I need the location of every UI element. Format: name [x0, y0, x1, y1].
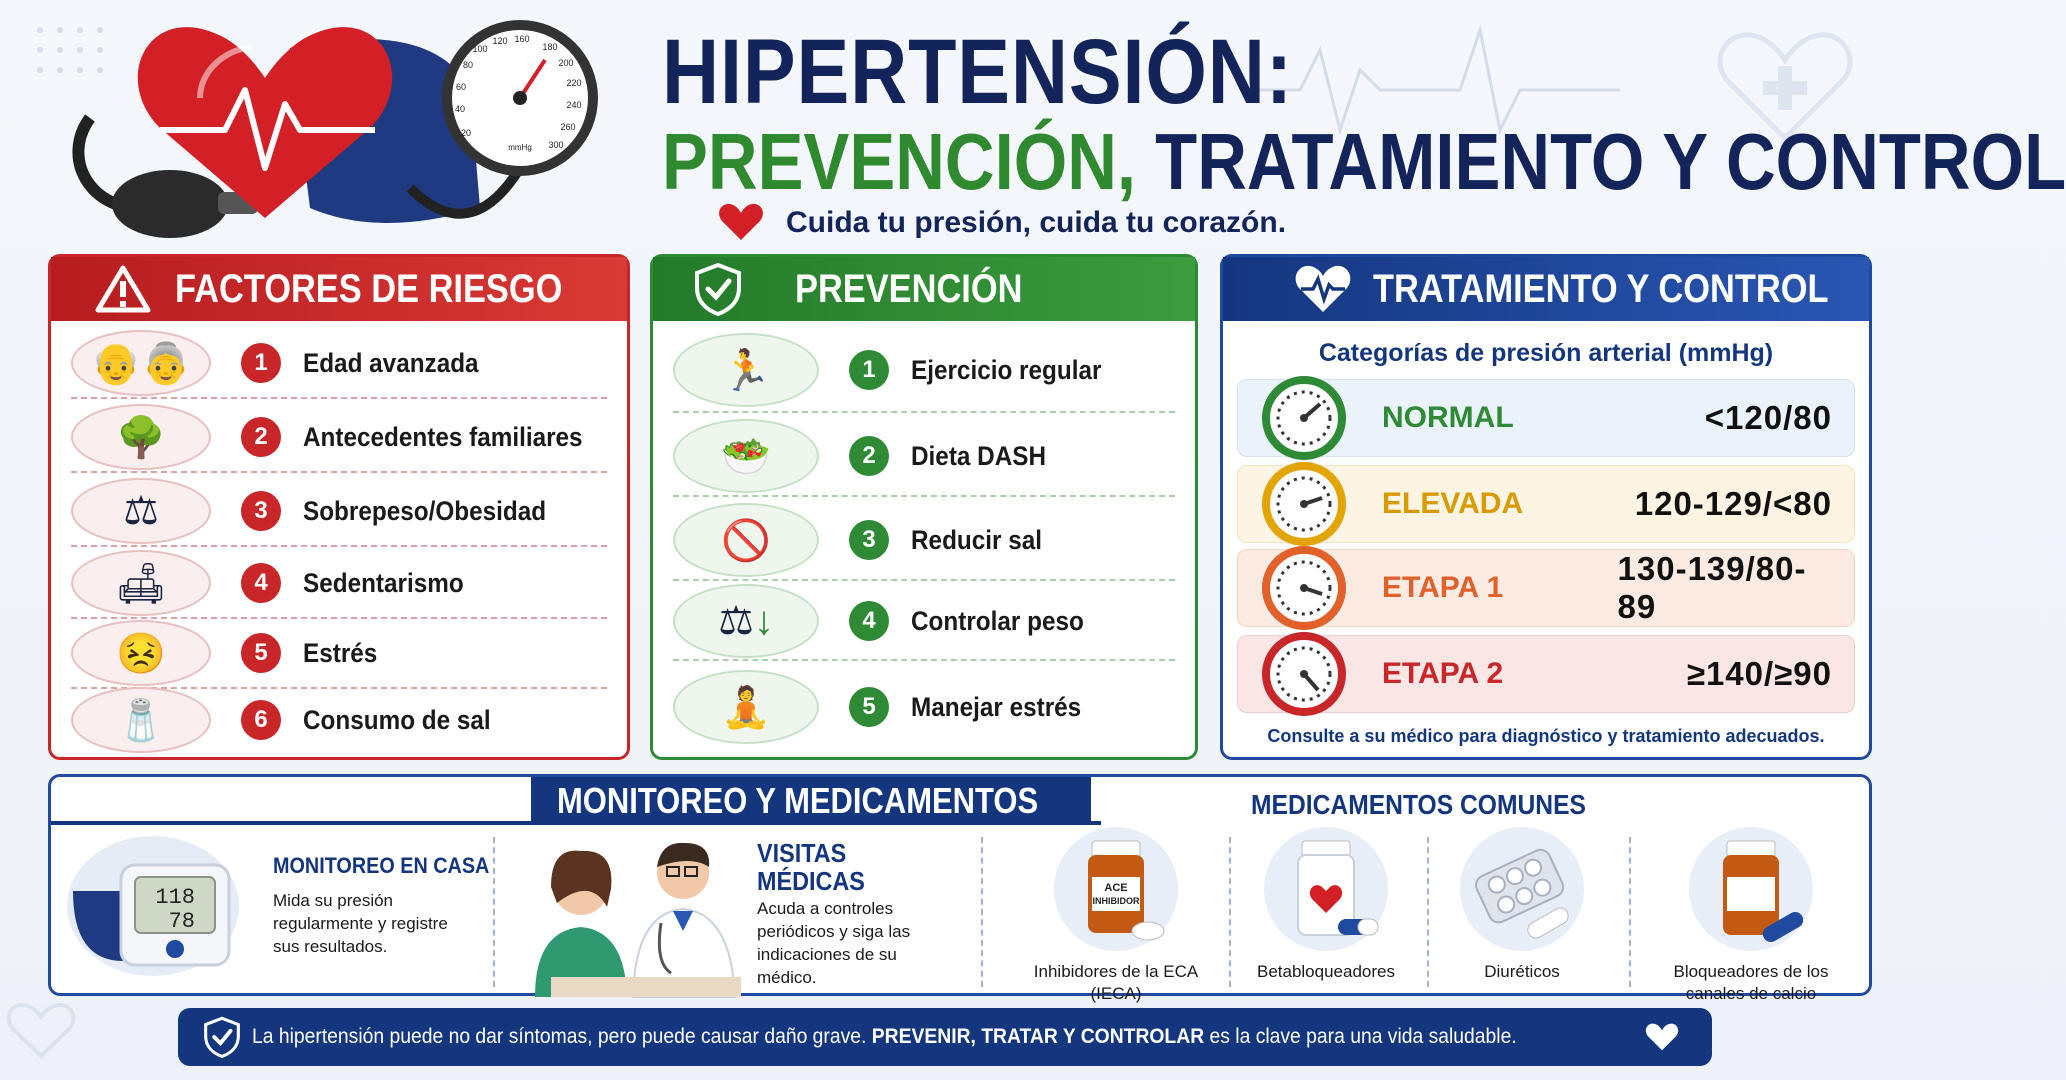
tagline: Cuida tu presión, cuida tu corazón. — [786, 206, 1287, 239]
item-label: Reducir sal — [911, 524, 1043, 555]
monitoring-panel — [48, 774, 1872, 1003]
bp-row-elevada — [1237, 465, 1855, 543]
divider — [493, 837, 495, 987]
medication-label: Diuréticos — [1484, 962, 1560, 981]
medication-label: Inhibidores de la ECA (IECA) — [1033, 962, 1199, 1003]
treatment-title: TRATAMIENTO Y CONTROL — [1373, 266, 1829, 311]
doctor-visit-block — [757, 839, 957, 989]
doctor-visit-icon — [521, 827, 751, 997]
page-subtitle — [662, 117, 2066, 206]
gauge-tick-label: 80 — [462, 60, 474, 70]
no-salt-icon: 🚫 — [673, 503, 819, 577]
risk-factors-title: FACTORES DE RIESGO — [175, 266, 563, 311]
divider — [1629, 837, 1631, 987]
medications-title: MEDICAMENTOS COMUNES — [1251, 789, 1586, 820]
item-label: Edad avanzada — [303, 347, 479, 378]
bp-label: ELEVADA — [1382, 487, 1524, 520]
scale-down-icon: ⚖ ↓ — [673, 584, 819, 658]
monitor-systolic: 118 — [155, 885, 195, 910]
footer-text-bold: PREVENIR, TRATAR Y CONTROLAR — [871, 1025, 1205, 1048]
list-item — [71, 685, 607, 755]
footer-text — [252, 1025, 1517, 1049]
stressed-person-icon: 😣 — [71, 620, 211, 686]
treatment-panel — [1220, 254, 1872, 760]
item-label: Sobrepeso/Obesidad — [303, 495, 547, 526]
gauge-icon — [1262, 546, 1346, 630]
item-label: Sedentarismo — [303, 567, 464, 598]
list-item — [71, 477, 607, 547]
gauge-tick-label: 300 — [548, 140, 564, 150]
treatment-header — [1223, 257, 1869, 321]
warning-icon — [95, 264, 151, 314]
gauge-tick-label: 120 — [492, 36, 508, 46]
gauge-tick-label: 240 — [566, 100, 582, 110]
subtitle-prevencion: PREVENCIÓN, — [662, 117, 1137, 206]
item-label: Ejercicio regular — [911, 354, 1102, 385]
gauge-icon — [1262, 632, 1346, 716]
prevention-panel — [650, 254, 1198, 760]
sofa-icon: 🛋 — [71, 550, 211, 616]
list-item — [673, 583, 1175, 661]
monitor-diastolic: 78 — [168, 909, 195, 934]
item-label: Dieta DASH — [911, 440, 1047, 471]
gauge-tick-label: 200 — [558, 58, 574, 68]
salt-shaker-icon: 🧂 — [71, 687, 211, 753]
item-number: 3 — [849, 520, 889, 560]
bp-row-etapa2 — [1237, 635, 1855, 713]
page-title: HIPERTENSIÓN: — [662, 21, 1294, 123]
item-number: 2 — [241, 417, 281, 457]
gauge-tick-label: 40 — [454, 104, 466, 114]
family-tree-icon: 🌳 — [71, 404, 211, 470]
gauge-tick-label: 20 — [460, 128, 472, 138]
medication-card — [1031, 827, 1201, 1005]
shield-check-icon — [202, 1016, 242, 1058]
bottle-label: ACE — [1104, 882, 1128, 894]
medication-label: Bloqueadores de los canales de calcio — [1673, 962, 1829, 1003]
runner-icon: 🏃 — [673, 333, 819, 407]
medication-card — [1437, 827, 1607, 983]
item-number: 1 — [241, 343, 281, 383]
bp-row-etapa1 — [1237, 549, 1855, 627]
gauge-icon — [1262, 462, 1346, 546]
gauge-tick-label: 60 — [455, 82, 467, 92]
bottle-label: INHIBIDOR — [1092, 896, 1140, 906]
item-label: Antecedentes familiares — [303, 421, 583, 452]
risk-factors-header — [51, 257, 627, 321]
medication-card — [1651, 827, 1851, 1005]
heart-sphygmomanometer-illustration — [50, 8, 630, 248]
item-label: Estrés — [303, 637, 378, 668]
item-number: 6 — [241, 700, 281, 740]
bp-value: 130-139/80-89 — [1617, 550, 1807, 625]
bp-label: NORMAL — [1382, 401, 1514, 434]
home-monitoring-block — [273, 853, 490, 958]
home-monitoring-desc: Mida su presión regularmente y registre sus resultados. — [273, 891, 448, 956]
monitoring-title: MONITOREO Y MEDICAMENTOS — [557, 780, 1039, 821]
item-label: Consumo de sal — [303, 704, 491, 735]
medication-label: Betabloqueadores — [1256, 962, 1395, 981]
bp-monitor-icon — [63, 831, 243, 981]
scale-icon: ⚖ — [71, 478, 211, 544]
meditation-icon: 🧘 — [673, 670, 819, 744]
list-item — [71, 619, 607, 689]
gauge-unit-label: mmHg — [508, 143, 532, 152]
gauge-icon — [1262, 376, 1346, 460]
calcium-blocker-bottle-icon — [1689, 827, 1813, 951]
bp-label: ETAPA 2 — [1382, 657, 1504, 690]
healthy-food-icon: 🥗 — [673, 419, 819, 493]
list-item — [71, 403, 607, 473]
shield-check-icon — [693, 262, 743, 316]
list-item — [673, 417, 1175, 497]
list-item — [673, 501, 1175, 581]
list-item — [71, 549, 607, 619]
gauge-tick-label: 160 — [514, 34, 530, 44]
medication-card — [1241, 827, 1411, 983]
item-number: 5 — [849, 687, 889, 727]
subtitle-tratamiento: TRATAMIENTO Y CONTROL — [1155, 117, 2066, 206]
risk-factors-panel — [48, 254, 630, 760]
bp-row-normal — [1237, 379, 1855, 457]
doctor-visit-desc: Acuda a controles periódicos y siga las indicaciones de su médico. — [757, 899, 911, 987]
list-item — [673, 665, 1175, 749]
prevention-title: PREVENCIÓN — [795, 266, 1023, 311]
doctor-visit-title: VISITAS MÉDICAS — [757, 838, 865, 896]
item-number: 5 — [241, 633, 281, 673]
item-number: 4 — [241, 563, 281, 603]
ace-inhibitor-bottle-icon — [1054, 827, 1178, 951]
bp-value: <120/80 — [1704, 399, 1832, 436]
pill-blister-icon — [1460, 827, 1584, 951]
monitoring-header — [531, 777, 1091, 825]
gauge-tick-label: 180 — [542, 42, 558, 52]
bp-value: 120-129/<80 — [1634, 485, 1832, 522]
divider — [1427, 837, 1429, 987]
bp-value: ≥140/≥90 — [1686, 655, 1832, 692]
beta-blocker-bottle-icon — [1264, 827, 1388, 951]
item-label: Controlar peso — [911, 605, 1084, 636]
footer-text-end: es la clave para una vida saludable. — [1209, 1025, 1517, 1048]
item-number: 3 — [241, 491, 281, 531]
item-label: Manejar estrés — [911, 691, 1082, 722]
gauge-tick-label: 100 — [472, 44, 488, 54]
item-number: 2 — [849, 436, 889, 476]
prevention-header — [653, 257, 1195, 321]
home-monitoring-title: MONITOREO EN CASA — [273, 853, 490, 878]
item-number: 4 — [849, 601, 889, 641]
heart-pulse-icon — [1293, 263, 1353, 315]
item-number: 1 — [849, 350, 889, 390]
bp-note: Consulte a su médico para diagnóstico y tratamiento adecuados. — [1267, 726, 1825, 746]
list-item — [71, 329, 607, 399]
gauge-tick-label: 260 — [560, 122, 576, 132]
divider — [1229, 837, 1231, 987]
gauge-tick-label: 220 — [566, 78, 582, 88]
heart-icon — [1645, 1022, 1679, 1052]
list-item — [673, 329, 1175, 413]
elderly-couple-icon: 👴👵 — [71, 330, 211, 396]
footer-banner — [178, 1008, 1712, 1066]
bp-label: ETAPA 1 — [1382, 571, 1504, 604]
divider — [981, 837, 983, 987]
bp-categories-title: Categorías de presión arterial (mmHg) — [1318, 339, 1774, 367]
decorative-heart-outline-icon — [6, 1000, 76, 1062]
footer-text-start: La hipertensión puede no dar síntomas, pero puede causar daño grave. — [252, 1025, 867, 1048]
